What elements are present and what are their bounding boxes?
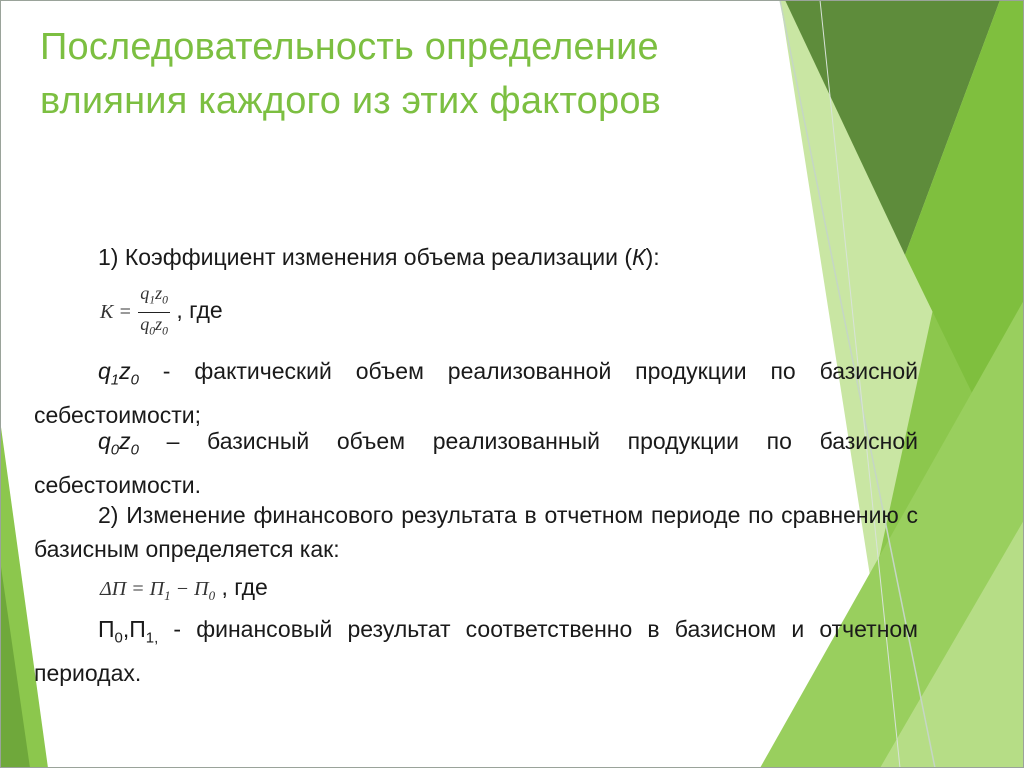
item-2: 2) Изменение финансового результата в отчетном периоде по сравнению с базисным определяется как: [34, 502, 918, 562]
formula-k-fraction [138, 282, 170, 342]
definition-q0z0: $q_0z_0$ – базисный объем реализованный продукции по базисной себестоимости. [34, 428, 918, 498]
item-1-heading: 1) Коэффициент изменения объема реализации (К): [98, 244, 660, 270]
formula-k-denominator: $q_0z_0$ [140, 313, 168, 338]
title-line-1: Последовательность определение [40, 26, 659, 68]
slide-title [40, 20, 800, 128]
formula-k-tail: , где [176, 297, 223, 324]
formula-k-numerator: $q_1z_0$ [138, 282, 170, 313]
definition-p0-p1: $П_0,П_{1,}$ - финансовый результат соответственно в базисном и отчетном периодах. [34, 616, 918, 686]
definition-q1z0: $q_1z_0$ - фактический объем реализованной продукции по базисной себестоимости; [34, 358, 918, 428]
formula-k-lhs: K = [100, 301, 132, 324]
formula-k [100, 282, 984, 342]
title-line-2: влияния каждого из этих факторов [40, 80, 662, 122]
formula-delta-p: $\Delta П = П_1 - П_0$ , где [100, 574, 268, 603]
